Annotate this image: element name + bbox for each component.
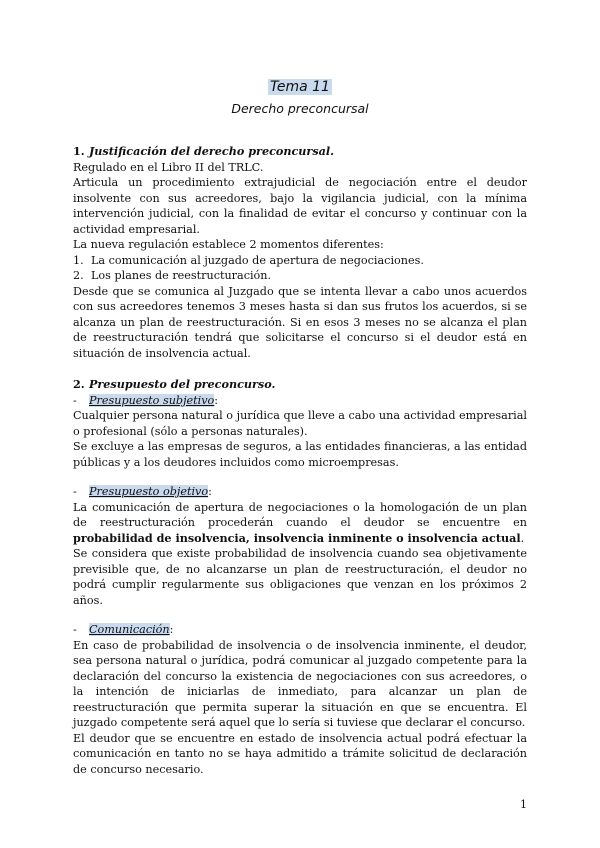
comunicacion-paragraph: El deudor que se encuentre en estado de insolvencia actual podrá efectuar la comunicación en tanto no se haya admitido a trámite solicitud de declaración de concurso necesario.	[73, 731, 527, 776]
page-subtitle: Derecho preconcursal	[231, 101, 369, 116]
list-item: 2. Los planes de reestructuración.	[73, 269, 272, 282]
subheading-subjetivo: - Presupuesto subjetivo:	[73, 393, 219, 407]
section-1-paragraph: Regulado en el Libro II del TRLC.	[73, 160, 264, 174]
subjetivo-paragraph: Cualquier persona natural o jurídica que lleve a cabo una actividad empresarial o profesional (sólo a personas naturales).	[73, 409, 527, 438]
section-1-paragraph: Desde que se comunica al Juzgado que se intenta llevar a cabo unos acuerdos con sus acreedores tenemos 3 meses hasta si dan sus frutos los acuerdos, si se alcanza un plan de reestructuración. Si en esos 3 meses no se alcanza el plan de reestructuración tendrá que solicitarse el concurso si el deudor está en situación de insolvencia actual.	[73, 284, 527, 360]
page-title: Tema 11	[270, 79, 330, 95]
document-body	[73, 144, 527, 777]
section-2-heading: 2. Presupuesto del preconcurso.	[73, 377, 276, 391]
objetivo-paragraph: La comunicación de apertura de negociaciones o la homologación de un plan de reestructuración procederán cuando el deudor se encuentre en probabilidad de insolvencia, insolvencia inminente o insolvencia actual.	[73, 500, 527, 545]
page-number: 1	[520, 798, 527, 811]
subheading-objetivo: - Presupuesto objetivo:	[73, 485, 212, 498]
subjetivo-paragraph: Se excluye a las empresas de seguros, a las entidades financieras, a las entidad públicas y a los deudores incluidos como microempresas.	[73, 440, 527, 469]
list-item: 1. La comunicación al juzgado de apertura de negociaciones.	[73, 253, 424, 267]
section-1-heading: 1. Justificación del derecho preconcursal.	[73, 144, 335, 158]
subheading-comunicacion: - Comunicación:	[73, 623, 174, 636]
objetivo-paragraph: Se considera que existe probabilidad de insolvencia cuando sea objetivamente previsible que, de no alcanzarse un plan de reestructuración, el deudor no podrá cumplir regularmente sus obligaciones que venzan en los próximos 2 años.	[73, 547, 527, 607]
section-1-paragraph: La nueva regulación establece 2 momentos diferentes:	[73, 238, 384, 251]
comunicacion-paragraph: En caso de probabilidad de insolvencia o de insolvencia inminente, el deudor, sea persona natural o jurídica, podrá comunicar al juzgado competente para la declaración del concurso la existencia de negociaciones con sus acreedores, o la intención de iniciarlas de inmediato, para alcanzar un plan de reestructuración que permita superar la situación en que se encuentra. El juzgado competente será aquel que lo sería si tuviese que declarar el concurso.	[73, 638, 527, 729]
section-1-paragraph: Articula un procedimiento extrajudicial de negociación entre el deudor insolvente con sus acreedores, bajo la vigilancia judicial, con la mínima intervención judicial, con la finalidad de evitar el concurso y continuar con la actividad empresarial.	[73, 176, 527, 236]
